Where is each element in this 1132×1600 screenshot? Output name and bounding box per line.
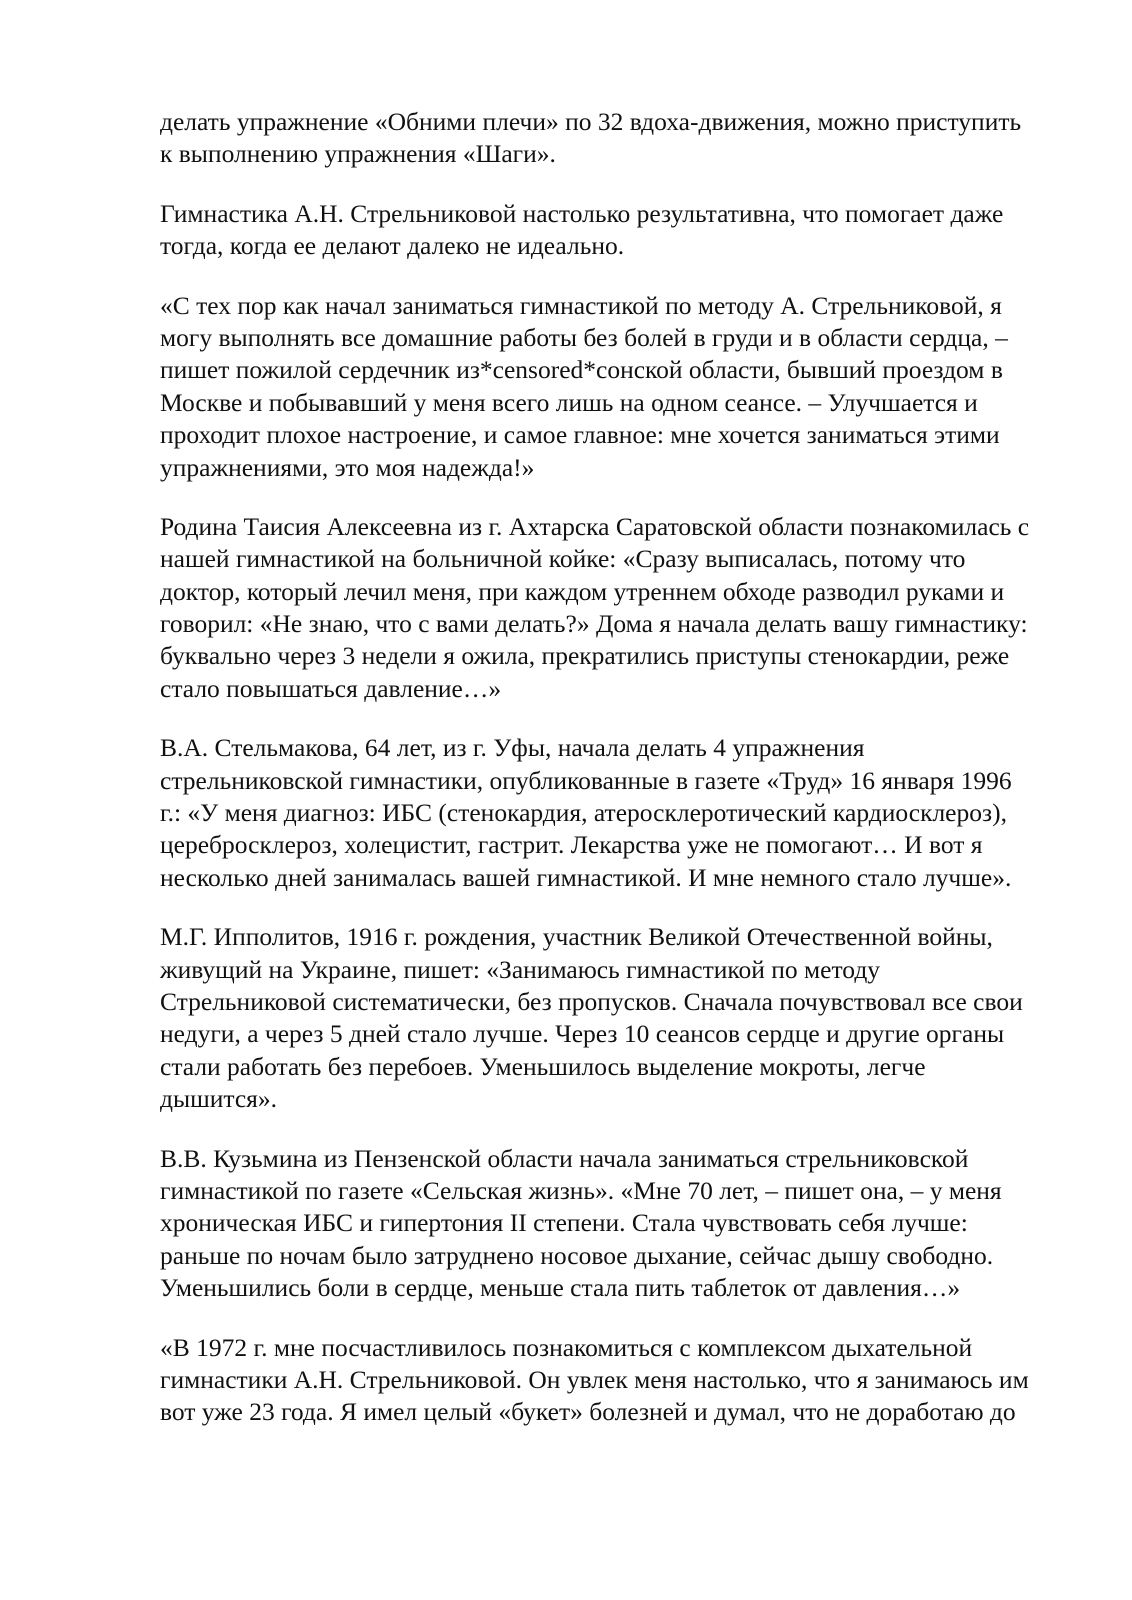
text-line: «В 1972 г. мне посчастливилось познакомиться с комплексом дыхательной xyxy=(160,1332,973,1362)
text-line: Родина Таисия Алексеевна из г. Ахтарска Саратовской области познакомилась с xyxy=(160,511,1030,541)
text-line: церебросклероз, холецистит, гастрит. Лекарства уже не помогают… И вот я xyxy=(160,830,983,860)
text-line: вот уже 23 года. Я имел целый «букет» болезней и думал, что не доработаю до xyxy=(160,1397,1016,1427)
text-line: раньше по ночам было затруднено носовое дыхание, сейчас дышу свободно. xyxy=(160,1240,994,1270)
text-line: стало повышаться давление…» xyxy=(160,673,502,703)
text-line: «С тех пор как начал заниматься гимнастикой по методу А. Стрельниковой, я xyxy=(160,290,1002,320)
text-line: буквально через 3 недели я ожила, прекратились приступы стенокардии, реже xyxy=(160,641,1010,671)
text-line: стрельниковской гимнастики, опубликованные в газете «Труд» 16 января 1996 xyxy=(160,765,1012,795)
text-line: хроническая ИБС и гипертония II степени. Стала чувствовать себя лучше: xyxy=(160,1208,968,1238)
paragraph-4 xyxy=(160,511,1040,705)
text-line: недуги, а через 5 дней стало лучше. Через 10 сеансов сердце и другие органы xyxy=(160,1019,1005,1049)
text-line: дышится». xyxy=(160,1084,278,1114)
text-line: доктор, который лечил меня, при каждом утреннем обходе разводил руками и xyxy=(160,576,1005,606)
text-line: тогда, когда ее делают далеко не идеально. xyxy=(160,231,625,261)
text-line: несколько дней занималась вашей гимнастикой. И мне немного стало лучше». xyxy=(160,862,1012,892)
paragraph-2 xyxy=(160,198,1040,263)
paragraph-6 xyxy=(160,921,1040,1115)
paragraph-3 xyxy=(160,290,1040,484)
text-line: М.Г. Ипполитов, 1916 г. рождения, участник Великой Отечественной войны, xyxy=(160,922,993,952)
text-line: Москве и побывавший у меня всего лишь на одном сеансе. – Улучшается и xyxy=(160,387,978,417)
text-line: могу выполнять все домашние работы без болей в груди и в области сердца, – xyxy=(160,322,1008,352)
text-line: Гимнастика А.Н. Стрельниковой настолько результативна, что помогает даже xyxy=(160,198,1004,228)
text-line: делать упражнение «Обними плечи» по 32 вдоха-движения, можно приступить xyxy=(160,107,1022,136)
text-line: пишет пожилой сердечник из*censored*сонской области, бывший проездом в xyxy=(160,355,1003,385)
text-line: говорил: «Не знаю, что с вами делать?» Дома я начала делать вашу гимнастику: xyxy=(160,609,1028,639)
text-line: В.А. Стельмакова, 64 лет, из г. Уфы, начала делать 4 упражнения xyxy=(160,733,865,763)
paragraph-8 xyxy=(160,1332,1040,1429)
text-line: Уменьшились боли в сердце, меньше стала пить таблеток от давления…» xyxy=(160,1273,961,1303)
text-line: живущий на Украине, пишет: «Занимаюсь гимнастикой по методу xyxy=(160,954,881,984)
text-line: проходит плохое настроение, и самое главное: мне хочется заниматься этими xyxy=(160,420,1000,450)
text-line: г.: «У меня диагноз: ИБС (стенокардия, атеросклеротический кардиосклероз), xyxy=(160,798,1007,828)
document-body xyxy=(160,106,1040,1456)
text-line: гимнастики А.Н. Стрельниковой. Он увлек меня настолько, что я занимаюсь им xyxy=(160,1364,1029,1394)
text-line: гимнастикой по газете «Сельская жизнь». «Мне 70 лет, – пишет она, – у меня xyxy=(160,1175,1002,1205)
text-line: стали работать без перебоев. Уменьшилось выделение мокроты, легче xyxy=(160,1051,926,1081)
text-line: упражнениями, это моя надежда!» xyxy=(160,452,535,482)
text-line: к выполнению упражнения «Шаги». xyxy=(160,139,556,169)
paragraph-1 xyxy=(160,106,1040,171)
paragraph-5 xyxy=(160,732,1040,894)
paragraph-7 xyxy=(160,1143,1040,1305)
text-line: В.В. Кузьмина из Пензенской области начала заниматься стрельниковской xyxy=(160,1143,969,1173)
text-line: нашей гимнастикой на больничной койке: «Сразу выписалась, потому что xyxy=(160,544,966,574)
text-line: Стрельниковой систематически, без пропусков. Сначала почувствовал все свои xyxy=(160,986,1023,1016)
